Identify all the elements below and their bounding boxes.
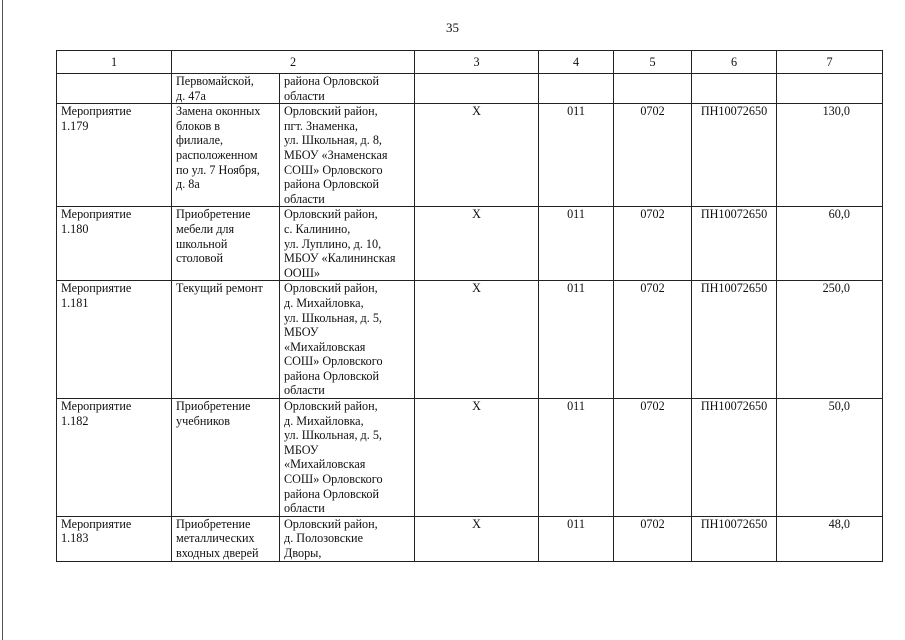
- description-cell: Первомайской, д. 47а: [172, 74, 280, 104]
- table-row: [57, 74, 883, 104]
- event-cell: Мероприятие 1.181: [57, 281, 172, 399]
- code-x-cell: Х: [415, 207, 539, 281]
- table-row: [57, 399, 883, 517]
- amount-cell: 50,0: [777, 399, 883, 517]
- address-cell: Орловский район, с. Калинино, ул. Луплино, д. 10, МБОУ «Калининская ООШ»: [280, 207, 415, 281]
- section-cell: 0702: [614, 399, 692, 517]
- header-cell: 3: [415, 51, 539, 74]
- code-011-cell: 011: [539, 281, 614, 399]
- description-cell: Приобретение мебели для школьной столовой: [172, 207, 280, 281]
- code-x-cell: [415, 74, 539, 104]
- event-cell: Мероприятие 1.179: [57, 104, 172, 207]
- page-number: 35: [446, 20, 459, 35]
- target-cell: ПН10072650: [692, 104, 777, 207]
- amount-cell: 48,0: [777, 516, 883, 561]
- code-011-cell: 011: [539, 399, 614, 517]
- code-x-cell: Х: [415, 104, 539, 207]
- table-row: [57, 281, 883, 399]
- code-011-cell: 011: [539, 207, 614, 281]
- header-cell: 5: [614, 51, 692, 74]
- section-cell: 0702: [614, 281, 692, 399]
- address-cell: Орловский район, д. Полозовские Дворы,: [280, 516, 415, 561]
- target-cell: ПН10072650: [692, 516, 777, 561]
- address-cell: Орловский район, пгт. Знаменка, ул. Школьная, д. 8, МБОУ «Знаменская СОШ» Орловского района Орловской области: [280, 104, 415, 207]
- target-cell: [692, 74, 777, 104]
- amount-cell: [777, 74, 883, 104]
- target-cell: ПН10072650: [692, 399, 777, 517]
- address-cell: района Орловской области: [280, 74, 415, 104]
- budget-table: [56, 50, 883, 562]
- table-row: [57, 104, 883, 207]
- header-cell: 7: [777, 51, 883, 74]
- section-cell: 0702: [614, 104, 692, 207]
- code-x-cell: Х: [415, 399, 539, 517]
- code-x-cell: Х: [415, 516, 539, 561]
- event-cell: [57, 74, 172, 104]
- description-cell: Приобретение металлических входных дверей: [172, 516, 280, 561]
- description-cell: Приобретение учебников: [172, 399, 280, 517]
- code-011-cell: 011: [539, 516, 614, 561]
- description-cell: Замена оконных блоков в филиале, расположенном по ул. 7 Ноября, д. 8а: [172, 104, 280, 207]
- code-011-cell: 011: [539, 104, 614, 207]
- amount-cell: 60,0: [777, 207, 883, 281]
- address-cell: Орловский район, д. Михайловка, ул. Школьная, д. 5, МБОУ «Михайловская СОШ» Орловского района Орловской области: [280, 281, 415, 399]
- event-cell: Мероприятие 1.183: [57, 516, 172, 561]
- description-cell: Текущий ремонт: [172, 281, 280, 399]
- table-row: [57, 516, 883, 561]
- header-cell: 2: [172, 51, 415, 74]
- section-cell: 0702: [614, 516, 692, 561]
- event-cell: Мероприятие 1.182: [57, 399, 172, 517]
- amount-cell: 130,0: [777, 104, 883, 207]
- target-cell: ПН10072650: [692, 207, 777, 281]
- code-x-cell: Х: [415, 281, 539, 399]
- code-011-cell: [539, 74, 614, 104]
- header-cell: 1: [57, 51, 172, 74]
- section-cell: [614, 74, 692, 104]
- header-row: [57, 51, 883, 74]
- page-edge-line: [2, 0, 3, 640]
- target-cell: ПН10072650: [692, 281, 777, 399]
- section-cell: 0702: [614, 207, 692, 281]
- amount-cell: 250,0: [777, 281, 883, 399]
- address-cell: Орловский район, д. Михайловка, ул. Школьная, д. 5, МБОУ «Михайловская СОШ» Орловского района Орловской области: [280, 399, 415, 517]
- event-cell: Мероприятие 1.180: [57, 207, 172, 281]
- table-row: [57, 207, 883, 281]
- header-cell: 6: [692, 51, 777, 74]
- header-cell: 4: [539, 51, 614, 74]
